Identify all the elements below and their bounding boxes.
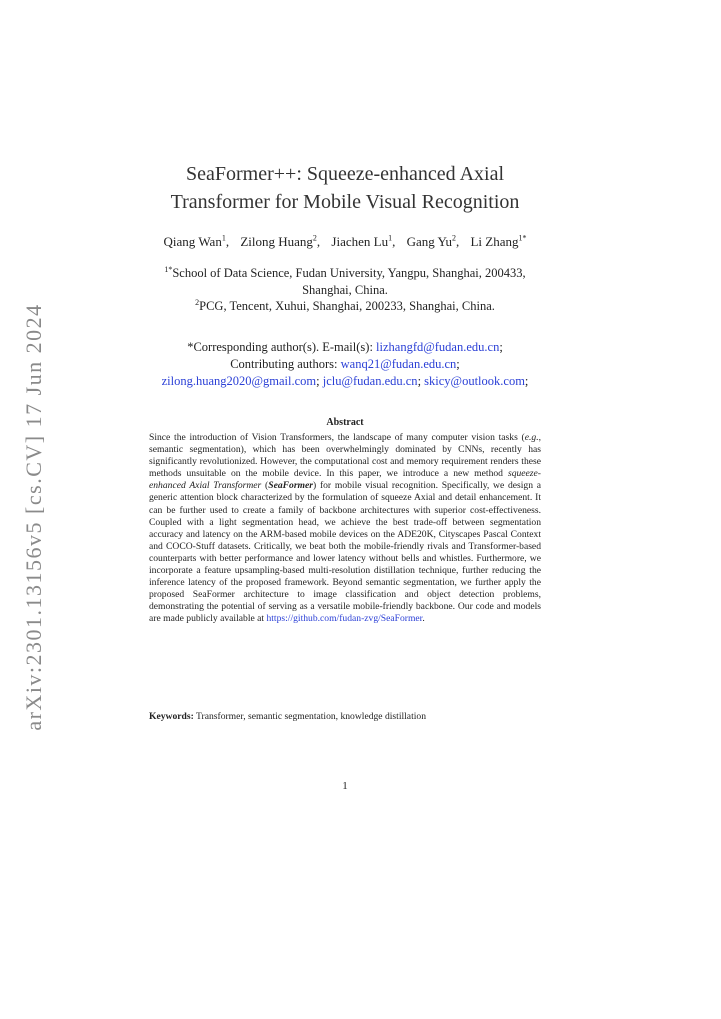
affiliation-1: $^{1*}$School of Data Science, Fudan University, Yangpu, Shanghai, 200433, Shanghai, China. <box>164 265 526 298</box>
author: Li Zhang$^{1*}$ <box>470 234 527 250</box>
title-line-2: Transformer for Mobile Visual Recognition <box>170 191 520 213</box>
arxiv-stamp: arXiv:2301.13156v5 [cs.CV] 17 Jun 2024 <box>21 303 46 731</box>
page-number: 1 <box>342 780 348 792</box>
affiliation-2: $^2$PCG, Tencent, Xuhui, Shanghai, 200233, Shanghai, China. <box>195 298 495 314</box>
abstract-heading: Abstract <box>326 417 364 428</box>
author: Jiachen Lu$^1$, <box>331 234 396 250</box>
email-link[interactable]: wanq21@fudan.edu.cn <box>340 357 457 371</box>
keywords-label: Keywords: <box>149 711 194 722</box>
author: Zilong Huang$^2$, <box>240 234 321 250</box>
contributing-authors-line: Contributing authors: wanq21@fudan.edu.cn; <box>230 357 460 371</box>
abstract-text: Since the introduction of Vision Transformers, the landscape of many computer vision tasks (e.g., semantic segmentation), which has been overwhelmingly dominated by CNNs, recently has significantly revolutionized. However, the computational cost and memory requirement renders these methods unsuitable on the mobile device. In this paper, we introduce a new method squeeze-enhanced Axial Transformer (SeaFormer) for mobile visual recognition. Specifically, we design a generic attention block characterized by the formulation of squeeze Axial and detail enhancement. It can be further used to create a family of backbone architectures with superior cost-effectiveness. Coupled with a light segmentation head, we achieve the best trade-off between segmentation accuracy and latency on the ARM-based mobile devices on the ADE20K, Cityscapes Pascal Context and COCO-Stuff datasets. Critically, we beat both the mobile-friendly rivals and Transformer-based counterparts with better performance and lower latency without bells and whistles. Furthermore, we incorporate a feature upsampling-based multi-resolution distillation technique, further reducing the inference latency of the proposed framework. Beyond semantic segmentation, we further apply the proposed SeaFormer architecture to image classification and object detection problems, demonstrating the potential of serving as a versatile mobile-friendly backbone. Our code and models are made publicly available at https://github.com/fudan-zvg/SeaFormer. <box>149 432 542 625</box>
author: Qiang Wan$^1$, <box>163 234 230 250</box>
email-link[interactable]: lizhangfd@fudan.edu.cn <box>376 340 500 354</box>
contributing-emails-line: zilong.huang2020@gmail.com; jclu@fudan.edu.cn; skicy@outlook.com; <box>161 374 529 388</box>
code-link[interactable]: https://github.com/fudan-zvg/SeaFormer <box>266 613 423 625</box>
author: Gang Yu$^2$, <box>406 234 460 250</box>
title-line-1: SeaFormer++: Squeeze-enhanced Axial <box>186 163 504 185</box>
correspondence-block <box>100 339 590 390</box>
author-list <box>100 234 590 250</box>
paper-title <box>120 160 570 216</box>
corresponding-author-line: *Corresponding author(s). E-mail(s): lizhangfd@fudan.edu.cn; <box>187 340 503 354</box>
email-link[interactable]: jclu@fudan.edu.cn <box>322 374 418 388</box>
keywords-text: Transformer, semantic segmentation, knowledge distillation <box>193 711 426 722</box>
email-link[interactable]: skicy@outlook.com <box>424 374 525 388</box>
email-link[interactable]: zilong.huang2020@gmail.com <box>161 374 317 388</box>
keywords <box>149 711 541 722</box>
